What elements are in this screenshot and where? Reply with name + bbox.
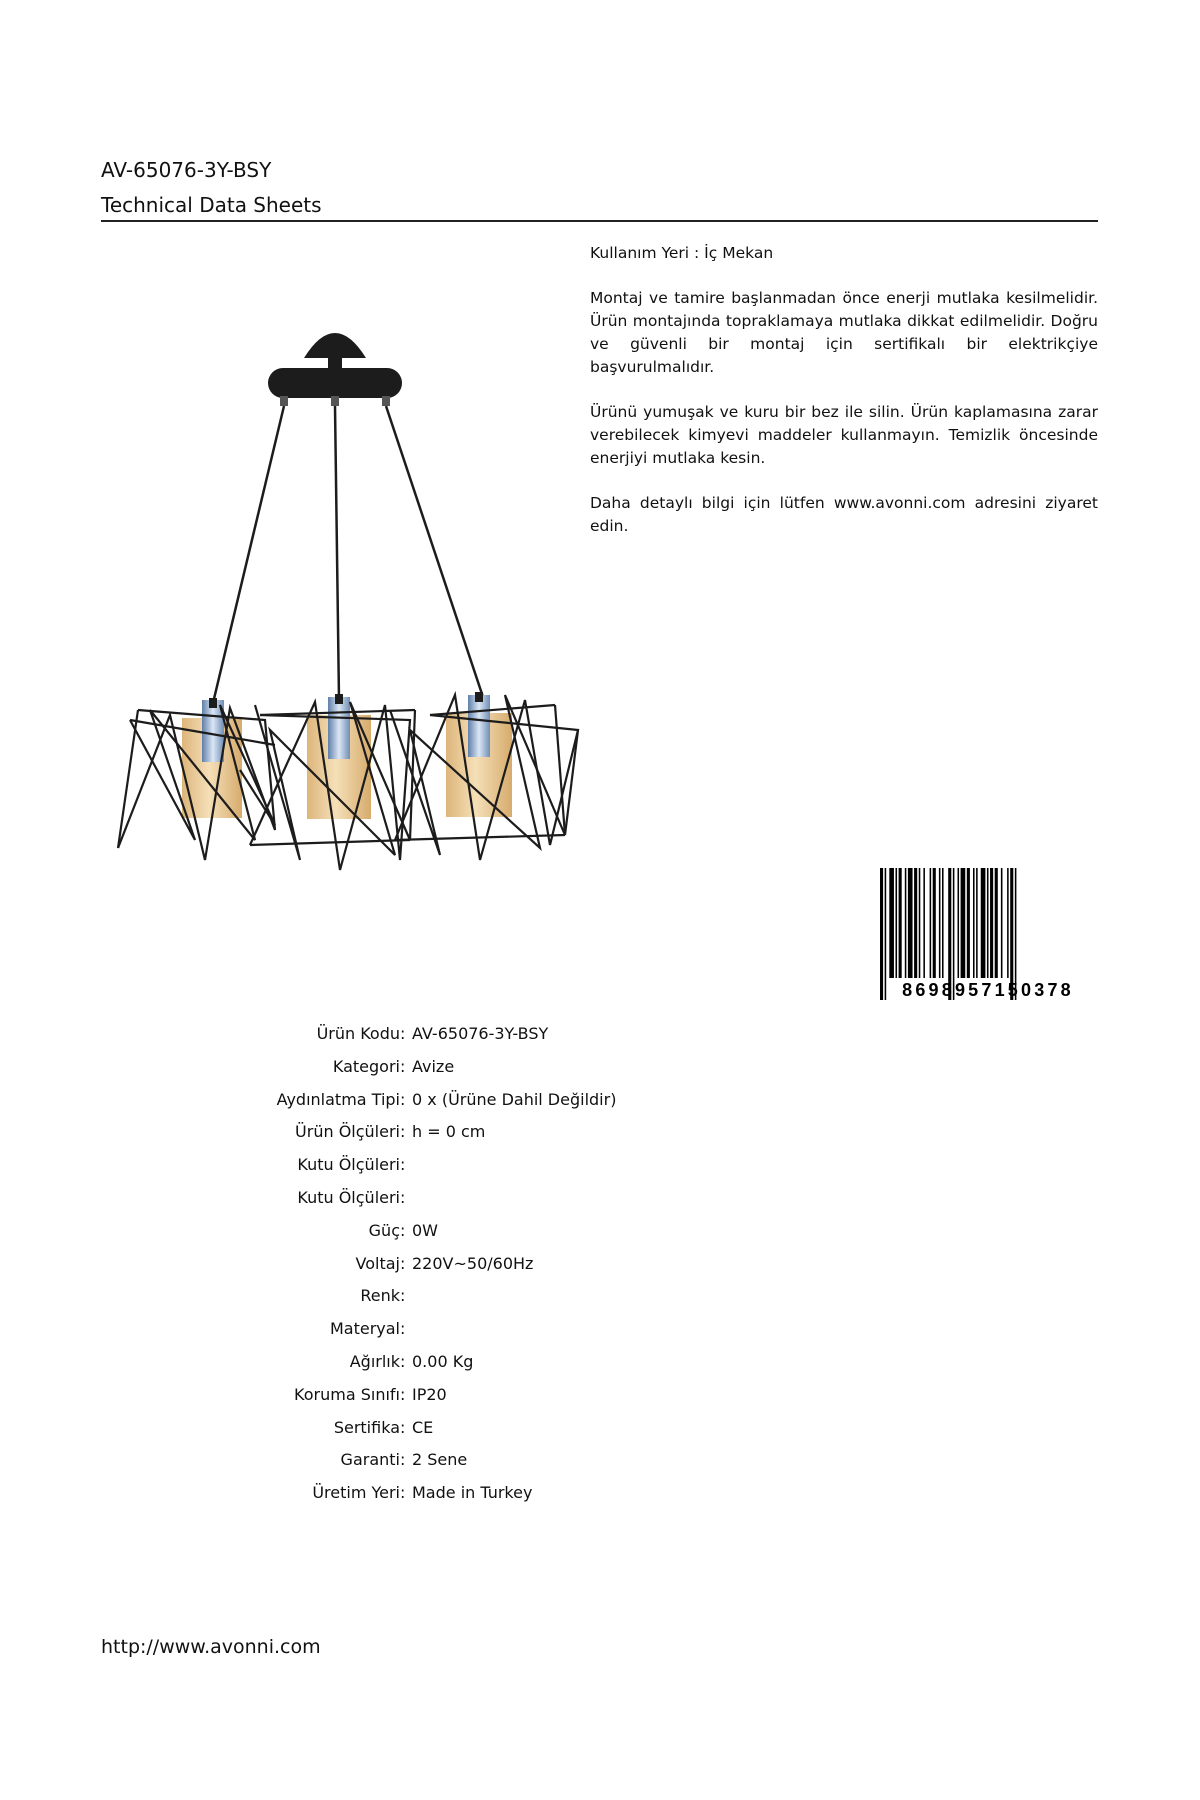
spec-separator: :: [400, 1089, 406, 1109]
spec-row: [0, 1155, 900, 1181]
barcode-bar: [923, 868, 925, 978]
barcode-bar: [961, 868, 966, 978]
product-image: [110, 300, 580, 890]
barcode-bar: [987, 868, 989, 978]
barcode-bar: [939, 868, 941, 978]
spec-label: Kutu Ölçüleri: [297, 1155, 400, 1175]
spec-row: [0, 1221, 900, 1247]
spec-separator: :: [400, 1220, 406, 1240]
product-info-panel: [590, 242, 1098, 560]
spec-label: Aydınlatma Tipi: [276, 1089, 400, 1109]
spec-separator: :: [400, 1352, 406, 1371]
spec-label: Ağırlık: [349, 1352, 400, 1371]
spec-separator: :: [400, 1483, 406, 1503]
spec-label: Üretim Yeri: [312, 1483, 400, 1503]
spec-value: 0 x (Ürüne Dahil Değildir): [412, 1089, 617, 1109]
barcode-bar: [1001, 868, 1003, 978]
spec-value: h = 0 cm: [412, 1122, 486, 1142]
spec-separator: :: [400, 1188, 406, 1207]
spec-row: [0, 1057, 900, 1083]
spec-row: [0, 1450, 900, 1476]
spec-label: Renk: [360, 1286, 400, 1306]
spec-separator: :: [400, 1417, 406, 1437]
barcode-bar: [981, 868, 986, 978]
document-subtitle: Technical Data Sheets: [101, 193, 322, 217]
spec-row: [0, 1024, 900, 1050]
barcode-bar: [905, 868, 907, 978]
barcode-digits: 8698957150378: [902, 980, 1074, 1000]
barcode-bar: [933, 868, 936, 978]
cleaning-instructions: Ürünü yumuşak ve kuru bir bez ile silin. Ürün kaplamasına zarar verebilecek kimyevi maddeler kullanmayın. Temizlik öncesinde enerjiyi mutlaka kesin.: [590, 403, 1098, 467]
barcode-bar: [914, 868, 917, 978]
barcode-bar: [967, 868, 970, 978]
spec-row: [0, 1090, 900, 1116]
spec-label: Garanti: [340, 1450, 400, 1470]
spec-value: CE: [412, 1417, 434, 1437]
spec-row: [0, 1319, 900, 1345]
barcode-bar: [958, 868, 960, 978]
barcode-bar: [942, 868, 944, 978]
barcode-bar: [919, 868, 921, 978]
barcode-bar: [885, 868, 887, 1000]
website-link[interactable]: http://www.avonni.com: [101, 1636, 321, 1658]
barcode-bar: [899, 868, 902, 978]
header-divider: [101, 220, 1098, 222]
spec-value: 2 Sene: [412, 1450, 468, 1470]
barcode-bar: [990, 868, 993, 978]
spec-separator: :: [400, 1286, 406, 1306]
barcode-bar: [995, 868, 998, 978]
spec-label: Kutu Ölçüleri: [297, 1188, 400, 1207]
spec-separator: :: [400, 1155, 406, 1175]
installation-warning: Montaj ve tamire başlanmadan önce enerji mutlaka kesilmelidir. Ürün montajında topraklamaya mutlaka dikkat edilmelidir. Doğru ve güvenli bir montaj için sertifikalı bir elektrikçiye başvurulmalıdır.: [590, 289, 1098, 376]
spec-separator: :: [400, 1384, 406, 1404]
spec-label: Kategori: [332, 1056, 400, 1076]
barcode-bar: [908, 868, 913, 978]
usage-location: Kullanım Yeri : İç Mekan: [590, 244, 774, 262]
spec-label: Voltaj: [355, 1253, 400, 1273]
spec-label: Materyal: [329, 1319, 400, 1339]
spec-separator: :: [400, 1122, 406, 1142]
barcode-bar: [1007, 868, 1009, 978]
barcode-bar: [896, 868, 898, 978]
spec-value: 0.00 Kg: [412, 1352, 474, 1371]
spec-separator: :: [400, 1319, 406, 1339]
barcode-bar: [930, 868, 932, 978]
barcode: [878, 868, 1098, 1000]
spec-row: [0, 1122, 900, 1148]
barcode-bar: [889, 868, 894, 978]
spec-row: [0, 1418, 900, 1444]
barcode-bar: [880, 868, 883, 1000]
spec-row: [0, 1385, 900, 1411]
spec-value: Made in Turkey: [412, 1483, 533, 1503]
spec-row: [0, 1254, 900, 1280]
spec-label: Güç: [368, 1220, 400, 1240]
spec-value: IP20: [412, 1384, 447, 1404]
product-code-heading: AV-65076-3Y-BSY: [101, 158, 272, 182]
spec-value: 0W: [412, 1220, 438, 1240]
barcode-bar: [973, 868, 975, 978]
spec-separator: :: [400, 1024, 406, 1043]
spec-separator: :: [400, 1056, 406, 1076]
spec-row: [0, 1352, 900, 1378]
spec-label: Koruma Sınıfı: [294, 1384, 400, 1404]
spec-value: Avize: [412, 1056, 455, 1076]
spec-value: 220V~50/60Hz: [412, 1253, 534, 1273]
spec-value: AV-65076-3Y-BSY: [412, 1024, 549, 1043]
spec-row: [0, 1188, 900, 1214]
spec-separator: :: [400, 1253, 406, 1273]
spec-label: Ürün Kodu: [316, 1024, 400, 1043]
more-info-note: Daha detaylı bilgi için lütfen www.avonni.com adresini ziyaret edin.: [590, 494, 1098, 535]
spec-label: Ürün Ölçüleri: [295, 1122, 400, 1142]
spec-row: [0, 1483, 900, 1509]
spec-label: Sertifika: [333, 1417, 400, 1437]
barcode-bar: [976, 868, 978, 978]
spec-separator: :: [400, 1450, 406, 1470]
spec-row: [0, 1286, 900, 1312]
